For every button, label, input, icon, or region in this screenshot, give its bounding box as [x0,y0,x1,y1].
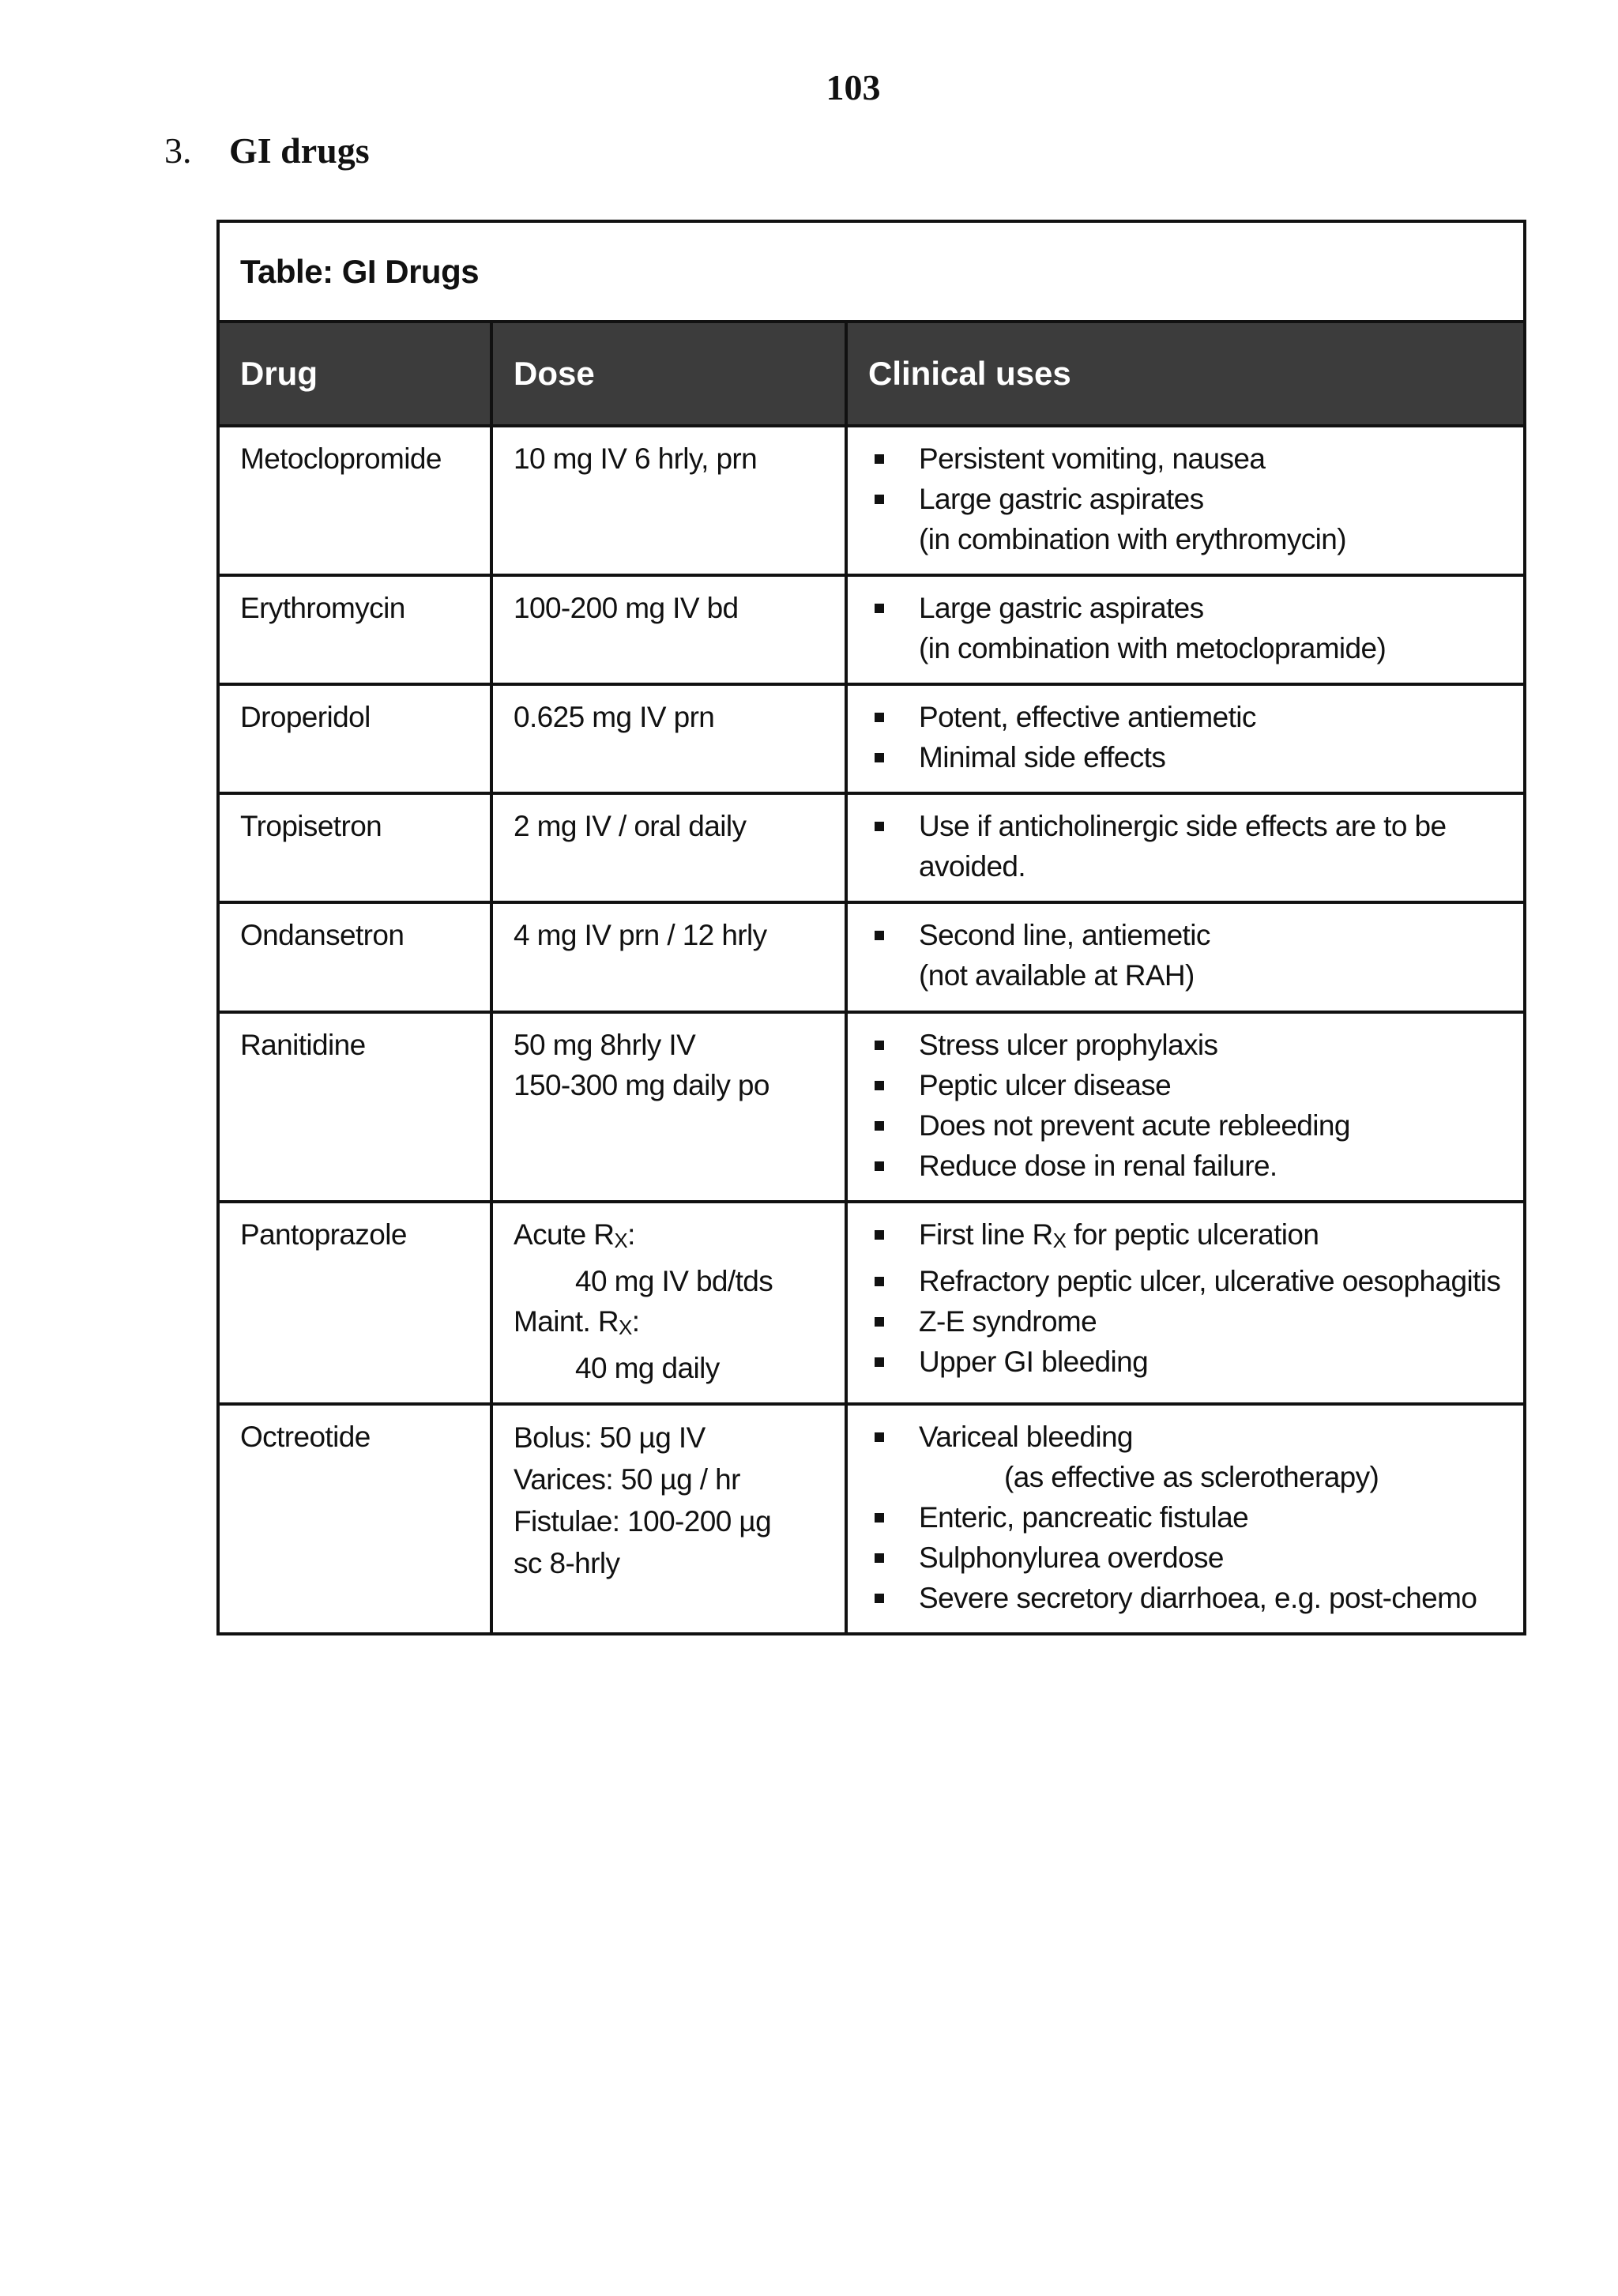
bullet-icon [856,806,919,846]
table-row [220,793,1523,902]
dose-line: Acute RX: [514,1218,635,1252]
table-row [220,684,1523,793]
use-text: Sulphonylurea overdose [919,1541,1224,1574]
drug-dose [491,1012,846,1202]
bullet-icon [856,1538,919,1578]
list-item [856,1105,1515,1146]
dose-line: 100-200 mg IV bd [514,592,739,624]
table-row [220,426,1523,575]
dose-line: 150-300 mg daily po [514,1069,769,1101]
clinical-uses [846,1012,1523,1202]
use-text: Second line, antiemetic [919,919,1210,951]
list-item [856,438,1515,479]
clinical-uses [846,1202,1523,1404]
bullet-icon [856,1146,919,1186]
use-text: Z-E syndrome [919,1305,1097,1338]
clinical-uses [846,793,1523,902]
use-text: (in combination with metoclopramide) [919,632,1387,664]
clinical-uses [846,426,1523,575]
drug-table [220,323,1523,1632]
bullet-icon [856,438,919,479]
clinical-uses [846,1404,1523,1632]
drug-name: Pantoprazole [220,1202,491,1404]
bullet-icon [856,1261,919,1301]
list-item [856,806,1515,846]
drug-name: Droperidol [220,684,491,793]
list-item [856,1146,1515,1186]
use-text: Large gastric aspirates [919,483,1204,515]
drug-dose [491,426,846,575]
list-item [856,1025,1515,1065]
list-item [856,519,1515,559]
use-text: Enteric, pancreatic fistulae [919,1501,1249,1534]
dose-line: 2 mg IV / oral daily [514,810,747,842]
bullet-icon [856,915,919,955]
use-text: Refractory peptic ulcer, ulcerative oesophagitis [919,1265,1501,1297]
dose-line: sc 8-hrly [514,1547,620,1579]
list-item [856,1214,1515,1261]
page-number: 103 [826,67,881,107]
drug-name: Octreotide [220,1404,491,1632]
list-item [856,846,1515,886]
clinical-uses [846,684,1523,793]
dose-line: Bolus: 50 µg IV [514,1421,706,1454]
list-item [856,1261,1515,1301]
list-item [856,1417,1515,1457]
list-item [856,915,1515,955]
dose-line: 50 mg 8hrly IV [514,1029,696,1061]
use-text: (as effective as sclerotherapy) [1004,1461,1379,1493]
use-text: (in combination with erythromycin) [919,523,1346,555]
use-text: Stress ulcer prophylaxis [919,1029,1218,1061]
section-number: 3. [164,130,192,171]
bullet-icon [856,1342,919,1382]
drug-name: Metoclopromide [220,426,491,575]
bullet-icon [856,1301,919,1342]
list-item [856,737,1515,777]
section-heading [164,130,370,171]
use-text: Persistent vomiting, nausea [919,442,1266,475]
column-header-dose: Dose [491,323,846,426]
bullet-icon [856,1578,919,1618]
bullet-icon [856,697,919,737]
drug-dose [491,684,846,793]
list-item [856,479,1515,519]
drug-dose [491,793,846,902]
use-text: Variceal bleeding [919,1421,1133,1453]
column-header-clinical-uses: Clinical uses [846,323,1523,426]
bullet-icon [856,588,919,628]
use-text: Use if anticholinergic side effects are to be [919,810,1447,842]
clinical-uses [846,575,1523,684]
use-text: First line RX for peptic ulceration [919,1218,1319,1252]
section-title: GI drugs [229,130,370,171]
bullet-icon [856,479,919,519]
header-row [220,323,1523,426]
gi-drugs-table [216,220,1526,1635]
drug-dose [491,1404,846,1632]
column-header-drug: Drug [220,323,491,426]
table-row [220,1202,1523,1404]
bullet-icon [856,1497,919,1538]
list-item [856,628,1515,668]
list-item [856,697,1515,737]
table-row [220,575,1523,684]
drug-name: Erythromycin [220,575,491,684]
list-item [856,1457,1515,1497]
list-item [856,955,1515,996]
bullet-icon [856,1065,919,1105]
dose-line: Fistulae: 100-200 µg [514,1505,772,1538]
drug-name: Tropisetron [220,793,491,902]
list-item [856,1301,1515,1342]
bullet-icon [856,1105,919,1146]
list-item [856,1538,1515,1578]
table-row [220,902,1523,1012]
bullet-icon [856,737,919,777]
drug-dose [491,575,846,684]
use-text: Minimal side effects [919,741,1166,773]
use-text: Peptic ulcer disease [919,1069,1172,1101]
table-row [220,1404,1523,1632]
use-text: Does not prevent acute rebleeding [919,1109,1350,1142]
dose-line: 0.625 mg IV prn [514,701,715,733]
clinical-uses [846,902,1523,1012]
list-item [856,1497,1515,1538]
bullet-icon [856,1214,919,1261]
use-text: Severe secretory diarrhoea, e.g. post-chemo [919,1582,1477,1614]
dose-line: 4 mg IV prn / 12 hrly [514,919,767,951]
table-row [220,1012,1523,1202]
use-text: (not available at RAH) [919,959,1195,992]
dose-line: 40 mg IV bd/tds [575,1265,773,1297]
dose-line: 40 mg daily [575,1352,720,1384]
use-text: Large gastric aspirates [919,592,1204,624]
drug-name: Ondansetron [220,902,491,1012]
use-text: Reduce dose in renal failure. [919,1150,1277,1182]
dose-line: 10 mg IV 6 hrly, prn [514,442,758,475]
use-text: Potent, effective antiemetic [919,701,1256,733]
bullet-icon [856,1025,919,1065]
use-text: avoided. [919,850,1026,883]
table-caption: Table: GI Drugs [220,223,1523,323]
list-item [856,1065,1515,1105]
use-text: Upper GI bleeding [919,1346,1149,1378]
list-item [856,1578,1515,1618]
bullet-icon [856,1417,919,1457]
list-item [856,1342,1515,1382]
dose-line: Varices: 50 µg / hr [514,1463,740,1496]
drug-dose [491,902,846,1012]
dose-line: Maint. RX: [514,1305,640,1339]
drug-name: Ranitidine [220,1012,491,1202]
drug-dose [491,1202,846,1404]
list-item [856,588,1515,628]
